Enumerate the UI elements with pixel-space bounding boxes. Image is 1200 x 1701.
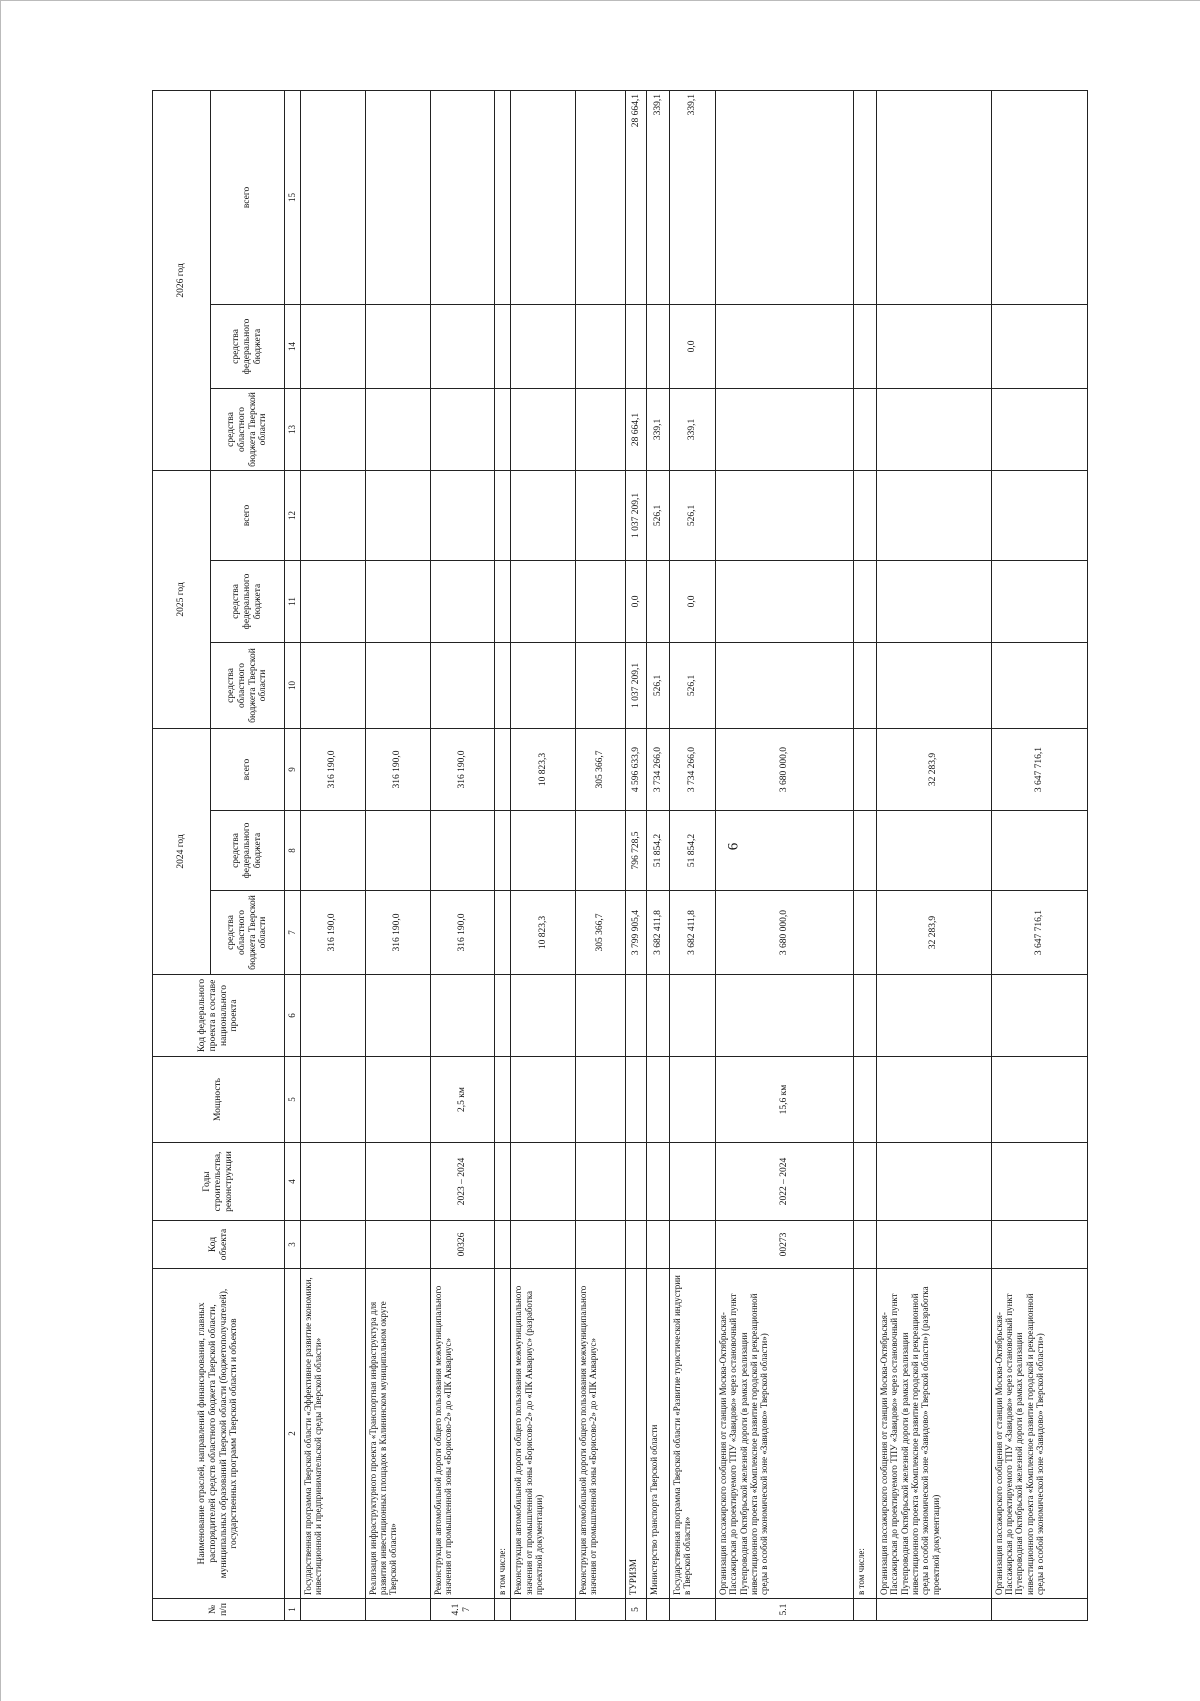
cell-num <box>576 1599 626 1621</box>
cell-c11 <box>716 560 854 642</box>
cell-power <box>647 1057 670 1143</box>
col-number: 10 <box>285 642 301 728</box>
cell-c7: 305 366,7 <box>576 891 626 975</box>
cell-c13 <box>991 388 1087 470</box>
cell-c9: 3 647 716,1 <box>991 728 1087 810</box>
cell-c8: 51 854,2 <box>647 811 670 891</box>
header-2024-regional: средства областного бюджета Тверской области <box>211 891 285 975</box>
cell-c8 <box>430 811 495 891</box>
table-row <box>365 90 430 1620</box>
cell-c13 <box>853 388 876 470</box>
cell-num <box>301 1599 366 1621</box>
cell-power <box>301 1057 366 1143</box>
table-row <box>301 90 366 1620</box>
table-row <box>511 90 576 1620</box>
col-number: 11 <box>285 560 301 642</box>
cell-c15 <box>495 90 511 304</box>
cell-c10 <box>511 642 576 728</box>
cell-c14 <box>301 304 366 388</box>
cell-c9 <box>853 728 876 810</box>
scan-edge-line-left <box>0 0 1 1701</box>
cell-c10 <box>876 642 991 728</box>
cell-c15 <box>853 90 876 304</box>
table-row <box>876 90 991 1620</box>
header-2025: 2025 год <box>153 470 211 728</box>
cell-c14 <box>430 304 495 388</box>
cell-years: 2023 – 2024 <box>430 1143 495 1221</box>
table-row <box>853 90 876 1620</box>
cell-power <box>876 1057 991 1143</box>
cell-fed-code <box>716 975 854 1057</box>
cell-c15 <box>430 90 495 304</box>
column-number-row <box>285 90 301 1620</box>
cell-name: в том числе: <box>853 1269 876 1599</box>
cell-years <box>365 1143 430 1221</box>
cell-c9: 3 734 266,0 <box>670 728 716 810</box>
cell-fed-code <box>876 975 991 1057</box>
cell-c12 <box>430 470 495 560</box>
cell-c11 <box>495 560 511 642</box>
cell-c7: 3 647 716,1 <box>991 891 1087 975</box>
header-name: Наименование отраслей, направлений финансирования, главных распорядителей средств областного бюджета Тверской области, муниципальных образований Тверской области (бюджетополучателей), государственных программ Тверской области и объектов <box>153 1269 285 1599</box>
cell-c15 <box>576 90 626 304</box>
cell-c15 <box>301 90 366 304</box>
table-row <box>576 90 626 1620</box>
cell-fed-code <box>670 975 716 1057</box>
budget-table-rotated <box>152 91 1088 1621</box>
cell-c10 <box>495 642 511 728</box>
cell-power <box>670 1057 716 1143</box>
cell-c9: 10 823,3 <box>511 728 576 810</box>
cell-c7 <box>495 891 511 975</box>
cell-c7: 3 799 905,4 <box>626 891 647 975</box>
cell-c9: 316 190,0 <box>430 728 495 810</box>
col-number: 5 <box>285 1057 301 1143</box>
cell-c7: 10 823,3 <box>511 891 576 975</box>
cell-code <box>876 1221 991 1269</box>
cell-power: 2,5 км <box>430 1057 495 1143</box>
cell-code <box>670 1221 716 1269</box>
cell-code: 00326 <box>430 1221 495 1269</box>
cell-c13: 339,1 <box>647 388 670 470</box>
cell-c11 <box>576 560 626 642</box>
cell-c14 <box>626 304 647 388</box>
header-2025-federal: средства федерального бюджета <box>211 560 285 642</box>
header-object-code: Код объекта <box>153 1221 285 1269</box>
cell-fed-code <box>576 975 626 1057</box>
cell-c11 <box>365 560 430 642</box>
cell-c8: 796 728,5 <box>626 811 647 891</box>
header-2026-regional: средства областного бюджета Тверской области <box>211 388 285 470</box>
cell-c10 <box>576 642 626 728</box>
cell-c12: 526,1 <box>647 470 670 560</box>
cell-num: 5 <box>626 1599 647 1621</box>
col-number: 15 <box>285 90 301 304</box>
col-number: 12 <box>285 470 301 560</box>
cell-name: Реконструкция автомобильной дороги общего пользования межмуниципального значения от промышленной зоны «Борисово-2» до «ПК Аквариус» <box>576 1269 626 1599</box>
cell-c13 <box>511 388 576 470</box>
cell-c13 <box>495 388 511 470</box>
cell-fed-code <box>301 975 366 1057</box>
header-2026-federal: средства федерального бюджета <box>211 304 285 388</box>
cell-c11 <box>647 560 670 642</box>
cell-c14 <box>991 304 1087 388</box>
col-number: 3 <box>285 1221 301 1269</box>
cell-c14 <box>365 304 430 388</box>
cell-years <box>626 1143 647 1221</box>
cell-name: в том числе: <box>495 1269 511 1599</box>
cell-years <box>670 1143 716 1221</box>
cell-name: Государственная программа Тверской области «Эффективное развитие экономики, инвестиционной и предпринимательской среды Тверской области» <box>301 1269 366 1599</box>
cell-fed-code <box>626 975 647 1057</box>
cell-c12 <box>991 470 1087 560</box>
cell-power: 15,6 км <box>716 1057 854 1143</box>
cell-years <box>876 1143 991 1221</box>
cell-c7: 316 190,0 <box>365 891 430 975</box>
cell-c8 <box>991 811 1087 891</box>
cell-c7: 316 190,0 <box>430 891 495 975</box>
cell-code: 00273 <box>716 1221 854 1269</box>
cell-c9: 316 190,0 <box>365 728 430 810</box>
cell-c12 <box>576 470 626 560</box>
cell-c9: 32 283,9 <box>876 728 991 810</box>
cell-c10: 526,1 <box>647 642 670 728</box>
cell-c12 <box>876 470 991 560</box>
cell-c15 <box>511 90 576 304</box>
table-row <box>647 90 670 1620</box>
cell-num <box>853 1599 876 1621</box>
header-2024-federal: средства федерального бюджета <box>211 811 285 891</box>
cell-c7: 32 283,9 <box>876 891 991 975</box>
cell-c8 <box>876 811 991 891</box>
cell-c7: 3 682 411,8 <box>670 891 716 975</box>
header-power: Мощность <box>153 1057 285 1143</box>
cell-c12: 1 037 209,1 <box>626 470 647 560</box>
cell-num <box>365 1599 430 1621</box>
cell-c11 <box>511 560 576 642</box>
cell-fed-code <box>495 975 511 1057</box>
cell-c14 <box>647 304 670 388</box>
cell-years <box>991 1143 1087 1221</box>
cell-num: 5.1 <box>716 1599 854 1621</box>
cell-c11 <box>853 560 876 642</box>
col-number: 13 <box>285 388 301 470</box>
cell-code <box>365 1221 430 1269</box>
col-number: 8 <box>285 811 301 891</box>
cell-c12 <box>365 470 430 560</box>
header-2025-regional: средства областного бюджета Тверской области <box>211 642 285 728</box>
cell-c8: 51 854,2 <box>670 811 716 891</box>
cell-c13: 339,1 <box>670 388 716 470</box>
cell-years <box>647 1143 670 1221</box>
cell-c15: 339,1 <box>647 90 670 304</box>
cell-c9: 3 734 266,0 <box>647 728 670 810</box>
cell-c11 <box>876 560 991 642</box>
cell-c12 <box>495 470 511 560</box>
budget-table <box>152 90 1088 1621</box>
table-row <box>626 90 647 1620</box>
cell-num: 4.17 <box>430 1599 495 1621</box>
cell-c9: 3 680 000,0 <box>716 728 854 810</box>
cell-fed-code <box>430 975 495 1057</box>
cell-c9: 305 366,7 <box>576 728 626 810</box>
col-number: 1 <box>285 1599 301 1621</box>
col-number: 14 <box>285 304 301 388</box>
cell-c15 <box>716 90 854 304</box>
cell-years <box>495 1143 511 1221</box>
cell-c7: 3 680 000,0 <box>716 891 854 975</box>
cell-fed-code <box>511 975 576 1057</box>
cell-c9: 4 596 633,9 <box>626 728 647 810</box>
cell-c14 <box>511 304 576 388</box>
cell-c10 <box>365 642 430 728</box>
cell-c15: 339,1 <box>670 90 716 304</box>
cell-c9 <box>495 728 511 810</box>
cell-c8 <box>716 811 854 891</box>
cell-fed-code <box>853 975 876 1057</box>
cell-c8 <box>853 811 876 891</box>
cell-code <box>576 1221 626 1269</box>
cell-power <box>626 1057 647 1143</box>
cell-c13 <box>301 388 366 470</box>
cell-name: Государственная программа Тверской области «Развитие туристической индустрии в Тверской области» <box>670 1269 716 1599</box>
header-num: № п/п <box>153 1599 285 1621</box>
header-2024: 2024 год <box>153 728 211 974</box>
col-number: 6 <box>285 975 301 1057</box>
cell-c13 <box>716 388 854 470</box>
cell-c12 <box>853 470 876 560</box>
cell-code <box>511 1221 576 1269</box>
cell-c10: 526,1 <box>670 642 716 728</box>
table-body <box>301 90 1088 1620</box>
cell-code <box>991 1221 1087 1269</box>
cell-c11 <box>301 560 366 642</box>
cell-code <box>647 1221 670 1269</box>
cell-c7: 3 682 411,8 <box>647 891 670 975</box>
cell-c8 <box>301 811 366 891</box>
cell-code <box>853 1221 876 1269</box>
cell-c11: 0,0 <box>670 560 716 642</box>
cell-c8 <box>495 811 511 891</box>
cell-c14: 0,0 <box>670 304 716 388</box>
cell-c14 <box>495 304 511 388</box>
cell-c10: 1 037 209,1 <box>626 642 647 728</box>
cell-c12 <box>511 470 576 560</box>
col-number: 7 <box>285 891 301 975</box>
cell-name: Организация пассажирского сообщения от станции Москва-Октябрьская-Пассажирская до проектируемого ТПУ «Завидово» через остановочный пункт Путепроводная Октябрьской железной дороги (в рамках реализации инвестиционного проекта «Комплексное развитие городской и рекреационной среды в особой экономической зоне «Завидово» Тверской области») <box>716 1269 854 1599</box>
scan-edge-line <box>0 0 1200 1</box>
cell-power <box>576 1057 626 1143</box>
cell-years: 2022 – 2024 <box>716 1143 854 1221</box>
table-row <box>430 90 495 1620</box>
cell-c9: 316 190,0 <box>301 728 366 810</box>
cell-num <box>647 1599 670 1621</box>
header-2024-total: всего <box>211 728 285 810</box>
cell-num <box>991 1599 1087 1621</box>
table-row <box>495 90 511 1620</box>
cell-power <box>365 1057 430 1143</box>
cell-code <box>301 1221 366 1269</box>
cell-num <box>876 1599 991 1621</box>
cell-years <box>576 1143 626 1221</box>
cell-c12 <box>301 470 366 560</box>
col-number: 4 <box>285 1143 301 1221</box>
cell-c13 <box>876 388 991 470</box>
cell-c14 <box>716 304 854 388</box>
cell-name: Организация пассажирского сообщения от станции Москва-Октябрьская-Пассажирская до проектируемого ТПУ «Завидово» через остановочный пункт Путепроводная Октябрьской железной дороги (в рамках реализации инвестиционного проекта «Комплексное развитие городской и рекреационной среды в особой экономической зоне «Завидово» Тверской области») (разработка проектной документации) <box>876 1269 991 1599</box>
page-number: 6 <box>725 842 742 851</box>
header-years: Годы строительства, реконструкции <box>153 1143 285 1221</box>
cell-years <box>511 1143 576 1221</box>
cell-c7: 316 190,0 <box>301 891 366 975</box>
cell-c7 <box>853 891 876 975</box>
cell-power <box>495 1057 511 1143</box>
header-2025-total: всего <box>211 470 285 560</box>
cell-years <box>301 1143 366 1221</box>
cell-name: Министерство транспорта Тверской области <box>647 1269 670 1599</box>
cell-c10 <box>430 642 495 728</box>
cell-fed-code <box>365 975 430 1057</box>
cell-c8 <box>576 811 626 891</box>
cell-c10 <box>991 642 1087 728</box>
cell-c10 <box>716 642 854 728</box>
cell-name: Реконструкция автомобильной дороги общего пользования межмуниципального значения от промышленной зоны «Борисово-2» до «ПК Аквариус» (разработка проектной документации) <box>511 1269 576 1599</box>
cell-c15 <box>991 90 1087 304</box>
cell-power <box>511 1057 576 1143</box>
header-2026-total: всего <box>211 90 285 304</box>
cell-num <box>511 1599 576 1621</box>
header-2026: 2026 год <box>153 90 211 470</box>
cell-c8 <box>511 811 576 891</box>
cell-c13 <box>576 388 626 470</box>
cell-power <box>991 1057 1087 1143</box>
col-number: 9 <box>285 728 301 810</box>
cell-num <box>670 1599 716 1621</box>
cell-fed-code <box>647 975 670 1057</box>
cell-code <box>626 1221 647 1269</box>
cell-c12: 526,1 <box>670 470 716 560</box>
cell-c12 <box>716 470 854 560</box>
cell-name: Реконструкция автомобильной дороги общего пользования межмуниципального значения от промышленной зоны «Борисово-2» до «ПК Аквариус» <box>430 1269 495 1599</box>
col-number: 2 <box>285 1269 301 1599</box>
cell-c10 <box>301 642 366 728</box>
cell-c11 <box>430 560 495 642</box>
cell-c14 <box>876 304 991 388</box>
cell-c11: 0,0 <box>626 560 647 642</box>
cell-name: ТУРИЗМ <box>626 1269 647 1599</box>
cell-c13: 28 664,1 <box>626 388 647 470</box>
cell-fed-code <box>991 975 1087 1057</box>
cell-c10 <box>853 642 876 728</box>
cell-c13 <box>365 388 430 470</box>
cell-c15 <box>365 90 430 304</box>
table-row <box>716 90 854 1620</box>
table-row <box>991 90 1087 1620</box>
header-federal-project-code: Код федерального проекта в составе национального проекта <box>153 975 285 1057</box>
cell-c11 <box>991 560 1087 642</box>
cell-name: Организация пассажирского сообщения от станции Москва-Октябрьская-Пассажирская до проектируемого ТПУ «Завидово» через остановочный пункт Путепроводная Октябрьской железной дороги (в рамках реализации инвестиционного проекта «Комплексное развитие городской и рекреационной среды в особой экономической зоне «Завидово» Тверской области») <box>991 1269 1087 1599</box>
cell-years <box>853 1143 876 1221</box>
cell-c15 <box>876 90 991 304</box>
cell-c15: 28 664,1 <box>626 90 647 304</box>
cell-num <box>495 1599 511 1621</box>
cell-power <box>853 1057 876 1143</box>
cell-c8 <box>365 811 430 891</box>
cell-code <box>495 1221 511 1269</box>
cell-c13 <box>430 388 495 470</box>
cell-name: Реализация инфраструктурного проекта «Транспортная инфраструктура для развития инвестиционных площадок в Калининском муниципальном округе Тверской области» <box>365 1269 430 1599</box>
table-row <box>670 90 716 1620</box>
cell-c14 <box>853 304 876 388</box>
cell-c14 <box>576 304 626 388</box>
